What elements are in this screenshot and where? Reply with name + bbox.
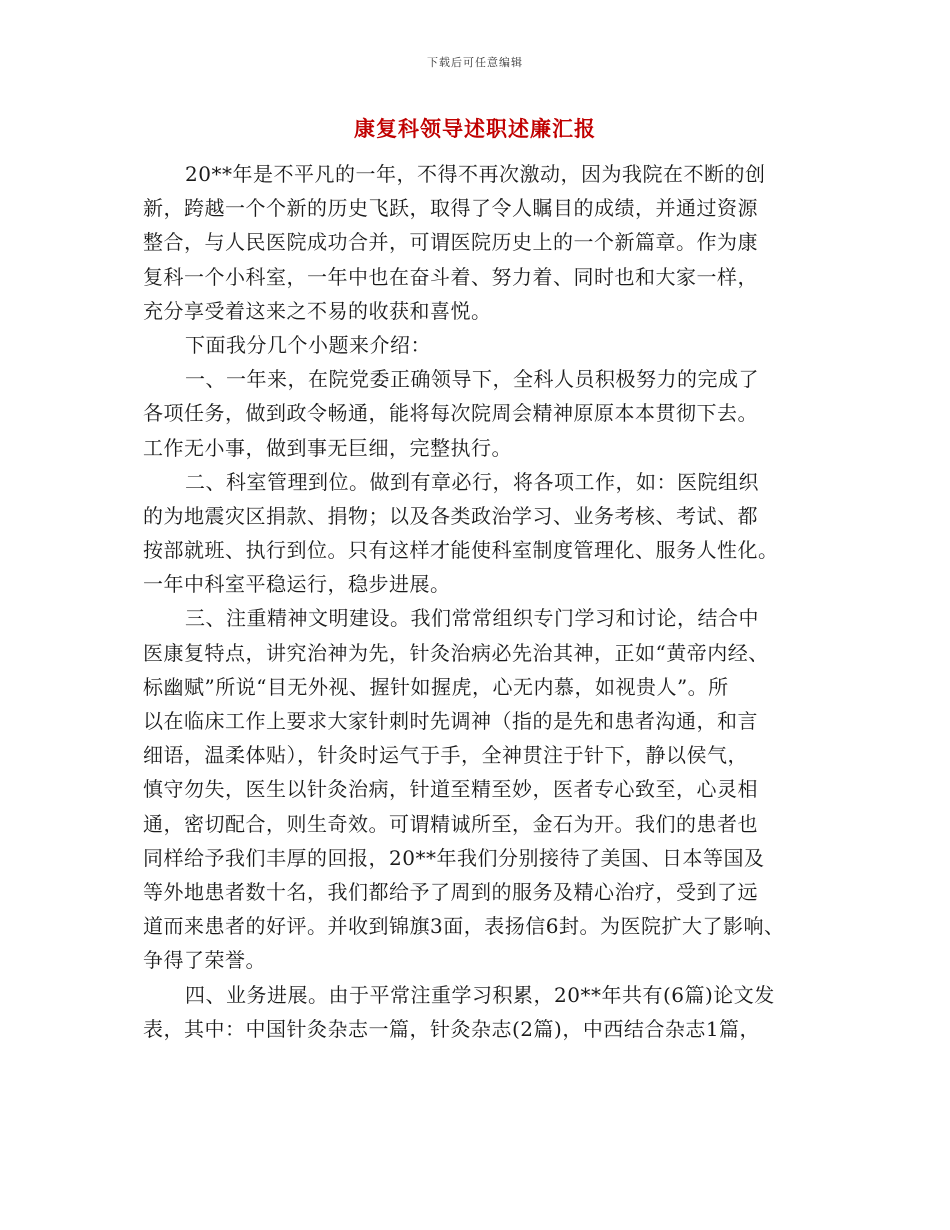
paragraph-line: 按部就班、执行到位。只有这样才能使科室制度管理化、服务人性化。 — [143, 538, 779, 563]
paragraph-line: 各项任务，做到政令畅通，能将每次院周会精神原原本本贯彻下去。 — [143, 401, 758, 426]
paragraph-line: 一年中科室平稳运行，稳步进展。 — [143, 572, 451, 597]
paragraph-line: 二、科室管理到位。做到有章必行，将各项工作，如：医院组织 — [185, 469, 759, 494]
paragraph-line: 慎守勿失，医生以针灸治病，针道至精至妙，医者专心致至，心灵相 — [143, 777, 758, 802]
paragraph-line: 医康复特点，讲究治神为先，针灸治病必先治其神，正如“黄帝内经、 — [143, 640, 769, 665]
paragraph-line: 四、业务进展。由于平常注重学习积累，20**年共有(6篇)论文发 — [185, 982, 775, 1007]
paragraph-line: 细语，温柔体贴），针灸时运气于手，全神贯注于针下，静以侯气， — [143, 743, 748, 768]
paragraph-line: 通，密切配合，则生奇效。可谓精诚所至，金石为开。我们的患者也 — [143, 811, 758, 836]
paragraph-line: 一、一年来，在院党委正确领导下，全科人员积极努力的完成了 — [185, 367, 759, 392]
paragraph-line: 道而来患者的好评。并收到锦旗3面，表扬信6封。为医院扩大了影响、 — [143, 914, 785, 939]
paragraph-line: 等外地患者数十名，我们都给予了周到的服务及精心治疗，受到了远 — [143, 879, 758, 904]
paragraph-line: 三、注重精神文明建设。我们常常组织专门学习和讨论，结合中 — [185, 606, 759, 631]
paragraph-line: 20**年是不平凡的一年，不得不再次激动，因为我院在不断的创 — [185, 162, 766, 186]
paragraph-line: 以在临床工作上要求大家针刺时先调神（指的是先和患者沟通，和言 — [143, 709, 758, 733]
paragraph-line: 整合，与人民医院成功合并，可谓医院历史上的一个新篇章。作为康 — [143, 230, 758, 255]
paragraph-line: 的为地震灾区捐款、捐物；以及各类政治学习、业务考核、考试、都 — [143, 503, 758, 528]
document-body — [143, 157, 823, 1046]
paragraph-line: 下面我分几个小题来介绍： — [185, 332, 431, 357]
paragraph-line: 工作无小事，做到事无巨细，完整执行。 — [143, 435, 512, 460]
paragraph-line: 争得了荣誉。 — [143, 948, 266, 973]
paragraph-line: 同样给予我们丰厚的回报，20**年我们分别接待了美国、日本等国及 — [143, 845, 765, 870]
paragraph-line: 表，其中：中国针灸杂志一篇，针灸杂志(2篇)，中西结合杂志1篇， — [143, 1016, 761, 1041]
paragraph-line: 复科一个小科室，一年中也在奋斗着、努力着、同时也和大家一样， — [143, 264, 758, 289]
header-note: 下载后可任意编辑 — [427, 56, 523, 69]
paragraph-line: 标幽赋”所说“目无外视、握针如握虎，心无内慕，如视贵人”。所 — [143, 674, 729, 699]
paragraph-line: 新，跨越一个个新的历史飞跃，取得了令人瞩目的成绩，并通过资源 — [143, 196, 758, 221]
document-title: 康复科领导述职述廉汇报 — [354, 116, 596, 141]
paragraph-line: 充分享受着这来之不易的收获和喜悦。 — [143, 298, 492, 323]
